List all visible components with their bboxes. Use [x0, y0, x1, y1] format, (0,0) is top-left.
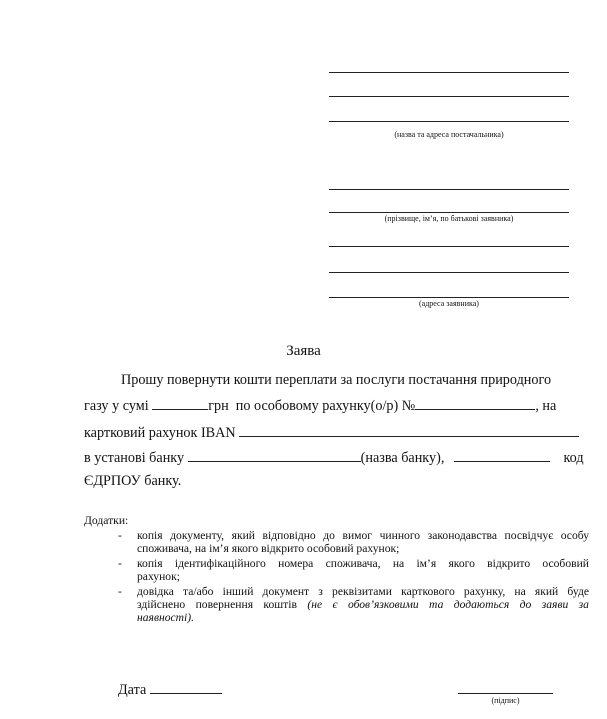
list-dash: - [118, 585, 122, 598]
attachments-heading: Додатки: [84, 514, 129, 527]
sum-input[interactable] [152, 396, 208, 410]
applicant-address-line-2[interactable] [329, 272, 569, 273]
attachment-2-line-1: копія ідентифікаційного номера споживача, на ім’я якого відкрито особовий [137, 557, 589, 570]
bank-name-input[interactable] [188, 448, 361, 462]
document-title: Заява [286, 343, 321, 359]
applicant-address-line-1[interactable] [329, 246, 569, 247]
body-line-4 [84, 448, 584, 467]
list-dash: - [118, 557, 122, 570]
attachment-1-line-2: споживача, на ім’я якого відкрито особовий рахунок; [137, 542, 400, 555]
supplier-line-3[interactable] [329, 121, 569, 122]
attachment-3-line-2 [137, 598, 589, 611]
iban-label: картковий рахунок IBAN [84, 425, 236, 441]
date-label: Дата [118, 682, 147, 698]
date-input[interactable] [150, 680, 222, 694]
supplier-line-2[interactable] [329, 96, 569, 97]
attachment-3-line-1: довідка та/або інший документ з реквізитами карткового рахунку, на який буде [137, 585, 589, 598]
account-number-input[interactable] [415, 396, 535, 410]
attachment-3-line-2-text: здійснено повернення коштів [137, 598, 297, 611]
body-line-5: ЄДРПОУ банку. [84, 473, 182, 489]
currency-label: грн [208, 398, 229, 414]
applicant-name-line-2[interactable] [329, 212, 569, 213]
applicant-name-line-1[interactable] [329, 189, 569, 190]
iban-input[interactable] [239, 423, 579, 437]
code-label: код [563, 450, 584, 466]
supplier-caption: (назва та адреса постачальника) [394, 130, 504, 139]
attachment-3-note-2: наявності). [137, 611, 195, 624]
list-dash: - [118, 529, 122, 542]
body-line-3 [84, 423, 579, 442]
signature-caption: (підпис) [491, 696, 520, 705]
body-line-2-tail: , на [535, 398, 557, 414]
supplier-line-1[interactable] [329, 72, 569, 73]
body-line-2 [84, 396, 590, 415]
attachment-3-note-1: (не є обов’язковими та додаються до заяви за [307, 598, 589, 611]
body-line-1: Прошу повернути кошти переплати за послуги постачання природного [121, 372, 552, 388]
attachment-3-line-3 [137, 611, 589, 624]
body-sum-label: газу у сумі [84, 398, 149, 414]
signature-line[interactable] [458, 693, 553, 694]
applicant-address-caption: (адреса заявника) [419, 299, 479, 308]
applicant-name-caption: (прізвище, ім’я, по батькові заявника) [384, 214, 514, 223]
bank-code-input[interactable] [454, 448, 550, 462]
applicant-address-line-3[interactable] [329, 297, 569, 298]
bank-label: в установі банку [84, 450, 185, 466]
attachment-1-line-1: копія документу, який відповідно до вимог чинного законодавства посвідчує особу [137, 529, 589, 542]
account-label: по особовому рахунку(о/р) № [235, 398, 416, 414]
attachment-2-line-2: рахунок; [137, 570, 180, 583]
bank-name-hint: (назва банку), [360, 450, 445, 466]
date-field [118, 680, 222, 699]
